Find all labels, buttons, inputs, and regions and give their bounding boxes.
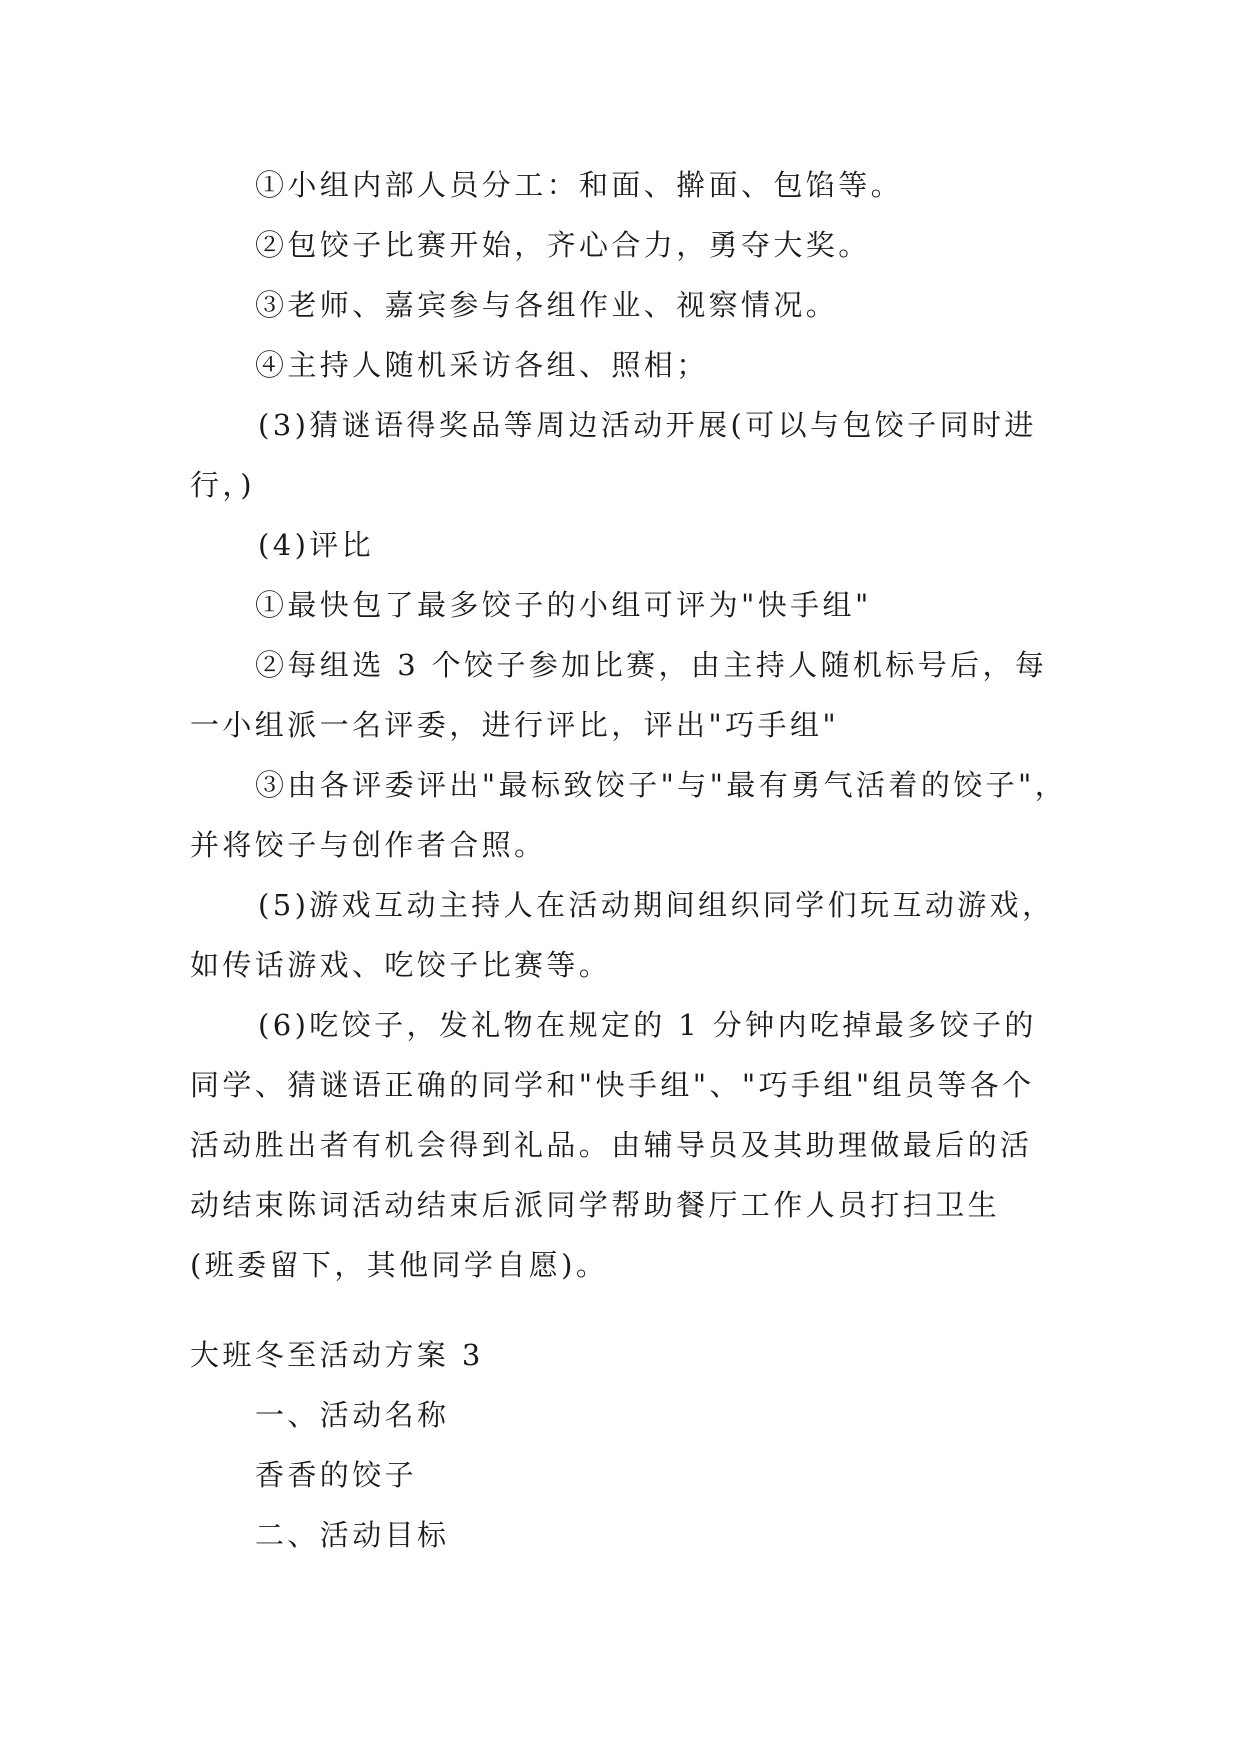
section-3-riddles-continued: 行，) (190, 468, 256, 502)
heading-activity-name: 一、活动名称 (255, 1398, 450, 1432)
plan-3-title: 大班冬至活动方案 3 (190, 1338, 484, 1372)
judging-rule-2-continued: 一小组派一名评委，进行评比，评出"巧手组" (190, 708, 840, 742)
judging-rule-3: ③由各评委评出"最标致饺子"与"最有勇气活着的饺子"， (255, 768, 1068, 802)
section-3-riddles: (3)猜谜语得奖品等周边活动开展(可以与包饺子同时进 (258, 408, 1037, 442)
section-6-line-3: 活动胜出者有机会得到礼品。由辅导员及其助理做最后的活 (190, 1128, 1033, 1162)
step-3-teacher-participation: ③老师、嘉宾参与各组作业、视察情况。 (255, 288, 839, 322)
section-6-line-2: 同学、猜谜语正确的同学和"快手组"、"巧手组"组员等各个 (190, 1068, 1035, 1102)
section-5-games-continued: 如传话游戏、吃饺子比赛等。 (190, 948, 612, 982)
step-2-competition-start: ②包饺子比赛开始，齐心合力，勇夺大奖。 (255, 228, 871, 262)
activity-name-value: 香香的饺子 (255, 1458, 418, 1492)
heading-activity-goals: 二、活动目标 (255, 1518, 450, 1552)
section-4-heading: (4)评比 (258, 528, 375, 562)
section-6-eating: (6)吃饺子，发礼物在规定的 1 分钟内吃掉最多饺子的 (258, 1008, 1037, 1042)
section-6-line-4: 动结束陈词活动结束后派同学帮助餐厅工作人员打扫卫生 (190, 1188, 1001, 1222)
judging-rule-2: ②每组选 3 个饺子参加比赛，由主持人随机标号后，每 (255, 648, 1048, 682)
judging-rule-3-continued: 并将饺子与创作者合照。 (190, 828, 547, 862)
section-6-line-5: (班委留下，其他同学自愿)。 (190, 1248, 609, 1282)
judging-rule-1: ①最快包了最多饺子的小组可评为"快手组" (255, 588, 872, 622)
step-4-host-interview: ④主持人随机采访各组、照相； (255, 348, 709, 382)
section-5-games: (5)游戏互动主持人在活动期间组织同学们玩互动游戏， (258, 888, 1055, 922)
step-1-division-of-labor: ①小组内部人员分工：和面、擀面、包馅等。 (255, 168, 904, 202)
